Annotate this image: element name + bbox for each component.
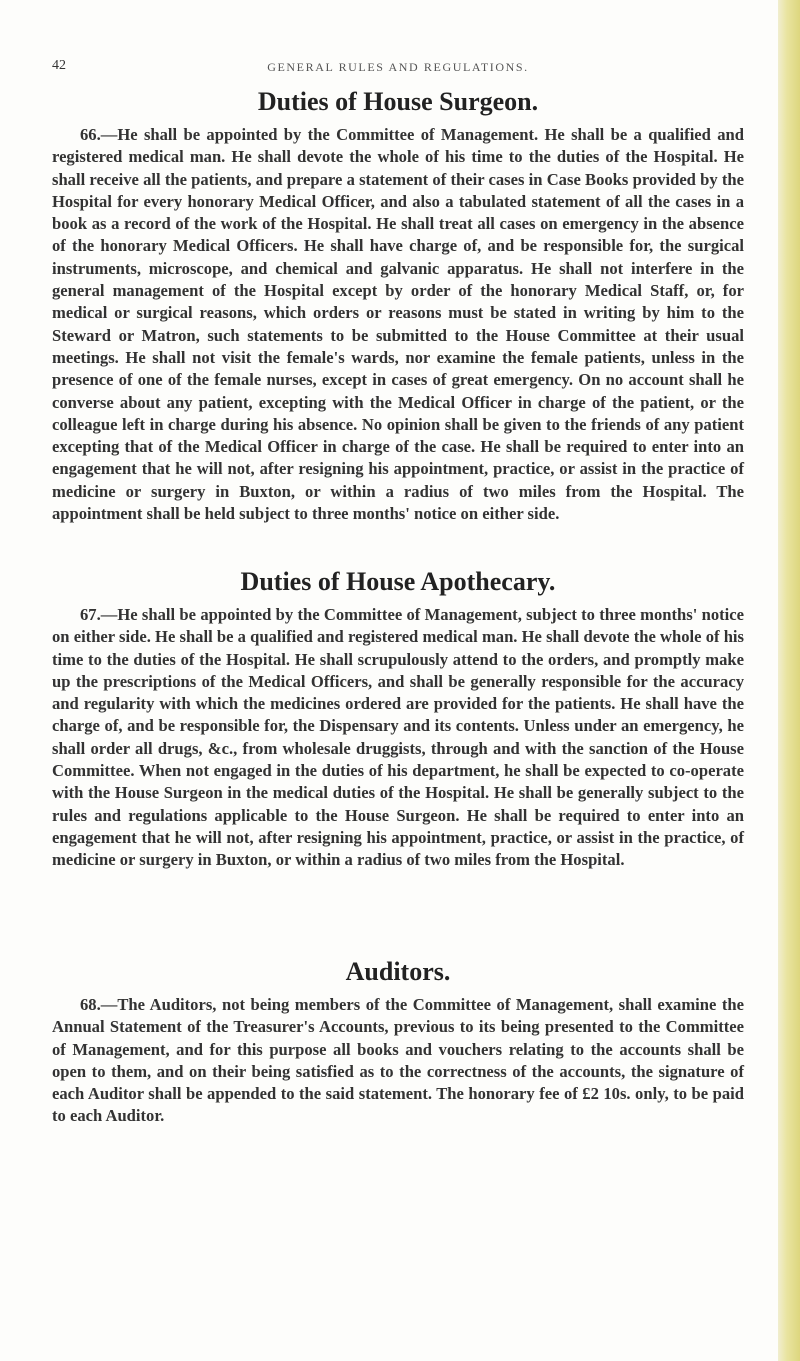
paragraph-text: —He shall be appointed by the Committee of Management. He shall be a qualified and registered medical man. He shall devote the whole of his time to the duties of the Hospital. He shall receive all the patients, and prepare a statement of their cases in Case Books provided by the Hospital for every honorary Medical Officer, and also a tabulated statement of all the cases in a book as a record of the work of the Hospital. He shall treat all cases on emergency in the absence of the honorary Medical Officers. He shall have charge of, and be responsible for, the surgical instruments, microscope, and chemical and galvanic apparatus. He shall not interfere in the general management of the Hospital except by order of the honorary Medical Staff, or, for medical or surgical reasons, which orders or reasons must be stated in writing by him to the Steward or Matron, such statements to be submitted to the House Committee at their usual meetings. He shall not visit the female's wards, nor examine the female patients, unless in the presence of one of the female nurses, except in cases of great emergency. On no account shall he converse about any patient, excepting with the Medical Officer in charge of the patient, or the colleague left in charge during his absence. No opinion shall be given to the friends of any patient excepting that of the Medical Officer in charge of the case. He shall be required to enter into an engagement that he will not, after resigning his appointment, practice, or assist in the practice of medicine or surgery in Buxton, or within a radius of two miles from the Hospital. The appointment shall be held subject to three months' notice on either side.: [52, 125, 744, 524]
page-edge: [778, 0, 800, 1361]
section-heading-house-surgeon: Duties of House Surgeon.: [257, 87, 539, 116]
paragraph-number: 68.: [80, 995, 101, 1014]
paragraph-number: 66.: [80, 125, 101, 144]
section-house-surgeon: [52, 86, 744, 525]
paragraph-auditors: [52, 994, 744, 1128]
section-heading-auditors: Auditors.: [345, 957, 451, 986]
section-auditors: [52, 956, 744, 1128]
paragraph-text: —The Auditors, not being members of the Committee of Management, shall examine the Annual Statement of the Treasurer's Accounts, previous to its being presented to the Committee of Management, and for this purpose all books and vouchers relating to the accounts shall be open to them, and on their being satisfied as to the correctness of the accounts, the signature of each Auditor shall be appended to the said statement. The honorary fee of £2 10s. only, to be paid to each Auditor.: [52, 995, 744, 1126]
running-title: GENERAL RULES AND REGULATIONS.: [267, 60, 529, 74]
paragraph-house-apothecary: [52, 604, 744, 872]
page-number: 42: [52, 58, 66, 73]
paragraph-number: 67.: [80, 605, 101, 624]
paragraph-text: —He shall be appointed by the Committee of Management, subject to three months' notice on either side. He shall be a qualified and registered medical man. He shall devote the whole of his time to the duties of the Hospital. He shall scrupulously attend to the orders, and promptly make up the prescriptions of the Medical Officers, and shall be generally responsible for the accuracy and regularity with which the medicines ordered are provided for the patients. He shall have the charge of, and be responsible for, the Dispensary and its contents. Unless under an emergency, he shall order all drugs, &c., from wholesale druggists, through and with the sanction of the House Committee. When not engaged in the duties of his department, he shall be expected to co-operate with the House Surgeon in the medical duties of the Hospital. He shall be generally subject to the rules and regulations applicable to the House Surgeon. He shall be required to enter into an engagement that he will not, after resigning his appointment, practice, or assist in the practice, of medicine or surgery in Buxton, or within a radius of two miles from the Hospital.: [52, 605, 744, 870]
section-house-apothecary: [52, 566, 744, 872]
section-heading-house-apothecary: Duties of House Apothecary.: [240, 567, 556, 596]
paragraph-house-surgeon: [52, 124, 744, 525]
running-head: [52, 58, 744, 78]
